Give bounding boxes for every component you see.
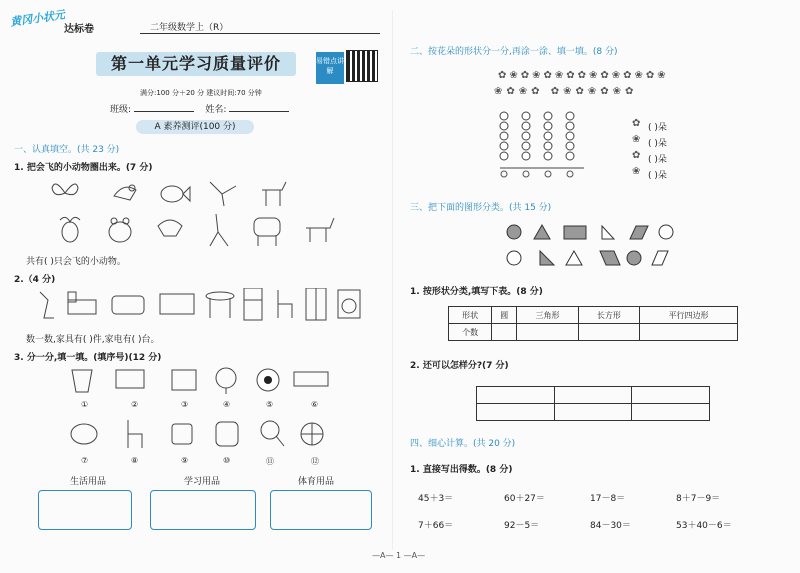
football-icon[interactable] [257, 369, 279, 391]
table-cell[interactable] [578, 324, 639, 341]
rice-cooker-icon[interactable] [71, 424, 97, 444]
triangle-shape [566, 251, 582, 265]
calc-item[interactable]: 60＋27＝ [504, 494, 545, 504]
animals-row-2 [56, 212, 356, 250]
question-3-2: 2. 还可以怎样分?(7 分) [410, 361, 509, 371]
section-1-title: 一、认真填空。(共 23 分) [14, 145, 120, 155]
bee-icon[interactable] [60, 217, 80, 242]
fish-icon[interactable] [161, 186, 190, 202]
table-header: 长方形 [578, 307, 639, 324]
class-field[interactable] [134, 111, 194, 112]
washer-icon[interactable] [338, 290, 360, 318]
flower-icon: ✿ [632, 118, 641, 129]
student-info [110, 102, 289, 115]
table-header: 三角形 [517, 307, 578, 324]
armchair-icon[interactable] [172, 424, 192, 444]
page-number: —A— 1 —A— [372, 551, 426, 560]
calc-item[interactable]: 92－5＝ [504, 521, 540, 531]
shapes-grid [506, 224, 676, 268]
calc-item[interactable]: 8＋7－9＝ [676, 494, 721, 504]
items-row-2 [70, 418, 340, 450]
table-cell[interactable] [492, 324, 517, 341]
num-10: ⑩ [223, 456, 231, 465]
horse-icon[interactable] [262, 182, 286, 206]
parallelogram-shape [652, 251, 668, 265]
table-cell[interactable] [554, 387, 632, 404]
bed-icon[interactable] [68, 292, 96, 314]
qr-label: 易错点讲解 [316, 52, 344, 84]
lamp-icon[interactable] [40, 292, 54, 318]
rectangle-shape [564, 226, 586, 239]
calc-item[interactable]: 45＋3＝ [418, 494, 454, 504]
triangle-shape [534, 225, 550, 239]
elephant-icon[interactable] [254, 218, 280, 246]
frog-icon[interactable] [109, 218, 131, 242]
table-cell[interactable] [632, 404, 710, 421]
grade-label: 二年级数学上（R） [150, 23, 229, 33]
num-12: ⑫ [311, 457, 319, 466]
name-field[interactable] [229, 111, 289, 112]
fridge-icon[interactable] [244, 288, 262, 320]
table-cell[interactable] [640, 324, 738, 341]
flower-row-2: ❀✿❀✿ ✿❀✿❀✿❀✿ [494, 86, 638, 97]
tv-icon[interactable] [160, 294, 194, 314]
basketball-icon[interactable] [301, 423, 323, 445]
num-9: ⑨ [181, 456, 189, 465]
section-2-title: 二、按花朵的形状分一分,再涂一涂、填一填。(8 分) [410, 47, 618, 57]
circle-shape [659, 225, 673, 239]
table-cell[interactable] [632, 387, 710, 404]
crane-icon[interactable] [210, 182, 236, 206]
backpack-icon[interactable] [216, 422, 238, 446]
num-7: ⑦ [81, 456, 89, 465]
answer-box-sports[interactable] [270, 490, 372, 530]
name-label: 姓名: [205, 105, 227, 115]
table-icon[interactable] [206, 292, 234, 318]
parallelogram-shape [630, 226, 648, 239]
badge-label: 达标卷 [64, 24, 94, 35]
globe-icon[interactable] [216, 368, 236, 394]
header-rule [140, 33, 380, 34]
wardrobe-icon[interactable] [306, 288, 326, 320]
fox-icon[interactable] [306, 218, 334, 242]
question-1: 1. 把会飞的小动物圈出来。(7 分) [14, 163, 153, 173]
classify-table [476, 386, 710, 421]
furniture-row [34, 288, 374, 324]
chair-icon[interactable] [278, 290, 292, 318]
table-cell[interactable] [554, 404, 632, 421]
question-4-1: 1. 直接写出得数。(8 分) [410, 465, 513, 475]
items-row-1 [70, 366, 340, 396]
circle-shape [507, 251, 521, 265]
answer-box-life[interactable] [38, 490, 132, 530]
question-1-fill: 共有( )只会飞的小动物。 [26, 257, 126, 267]
chair-icon[interactable] [128, 420, 142, 448]
flower-icon: ✿ [632, 150, 641, 161]
page-title: 第一单元学习质量评价 [96, 52, 296, 76]
shape-count-table [448, 306, 738, 341]
pencil-case-icon[interactable] [294, 372, 328, 386]
flower-row-1: ✿❀✿❀✿❀✿✿❀✿❀✿❀✿❀ [498, 70, 669, 81]
table-header: 圆 [492, 307, 517, 324]
phone-icon[interactable] [172, 370, 196, 390]
table-header: 形状 [449, 307, 492, 324]
calculator-icon[interactable] [116, 370, 144, 388]
category-life: 生活用品 [70, 477, 107, 487]
question-3: 3. 分一分,填一填。(填序号)(12 分) [14, 353, 162, 363]
circle-shape [507, 225, 521, 239]
num-2: ② [131, 400, 139, 409]
num-6: ⑥ [311, 400, 319, 409]
num-4: ④ [223, 400, 231, 409]
bat-icon[interactable] [158, 220, 182, 236]
flower-icon [501, 171, 573, 177]
table-cell[interactable] [517, 324, 578, 341]
flower-icon: ❀ [632, 134, 641, 145]
animals-row-1 [50, 176, 310, 210]
sofa-icon[interactable] [112, 296, 144, 314]
table-cell: 个数 [449, 324, 492, 341]
table-cell[interactable] [477, 404, 555, 421]
bird-icon[interactable] [114, 185, 136, 200]
calc-item[interactable]: 7＋66＝ [418, 521, 454, 531]
num-3: ③ [181, 400, 189, 409]
question-2: 2.（4 分) [14, 275, 56, 285]
page-divider [392, 10, 393, 550]
qr-code-icon[interactable] [346, 50, 378, 82]
exam-meta: 满分:100 分＋20 分 建议时间:70 分钟 [140, 89, 262, 97]
section-3-title: 三、把下面的图形分类。(共 15 分) [410, 203, 552, 213]
score-bar: A 素养测评(100 分) [136, 120, 254, 134]
table-header: 平行四边形 [640, 307, 738, 324]
duo-fill-3[interactable]: ( )朵 [648, 155, 667, 165]
category-study: 学习用品 [184, 477, 221, 487]
flower-icon: ❀ [632, 166, 641, 177]
class-label: 班级: [110, 105, 132, 115]
num-8: ⑧ [131, 456, 139, 465]
butterfly-icon[interactable] [52, 184, 78, 195]
answer-box-study[interactable] [150, 490, 256, 530]
circle-shape [627, 251, 641, 265]
calc-item[interactable]: 84－30＝ [590, 521, 631, 531]
calc-item[interactable]: 53＋40－6＝ [676, 521, 732, 531]
giraffe-icon[interactable] [210, 214, 228, 246]
table-cell[interactable] [477, 387, 555, 404]
bucket-icon[interactable] [72, 370, 92, 392]
calc-item[interactable]: 17－8＝ [590, 494, 626, 504]
question-3-1: 1. 按形状分类,填写下表。(8 分) [410, 287, 543, 297]
parallelogram-shape [600, 251, 620, 265]
category-sports: 体育用品 [298, 477, 335, 487]
num-11: ⑪ [266, 457, 274, 466]
num-5: ⑤ [266, 400, 274, 409]
bead-columns [494, 108, 594, 178]
num-1: ① [81, 400, 89, 409]
section-4-title: 四、细心计算。(共 20 分) [410, 439, 516, 449]
brand-logo: 黄冈小状元 [9, 8, 66, 29]
table-tennis-icon[interactable] [261, 421, 284, 446]
triangle-shape [602, 226, 614, 239]
duo-fill-1[interactable]: ( )朵 [648, 123, 667, 133]
triangle-shape [540, 251, 554, 265]
duo-fill-4[interactable]: ( )朵 [648, 171, 667, 181]
duo-fill-2[interactable]: ( )朵 [648, 139, 667, 149]
question-2-fill: 数一数,家具有( )件,家电有( )台。 [26, 335, 160, 345]
